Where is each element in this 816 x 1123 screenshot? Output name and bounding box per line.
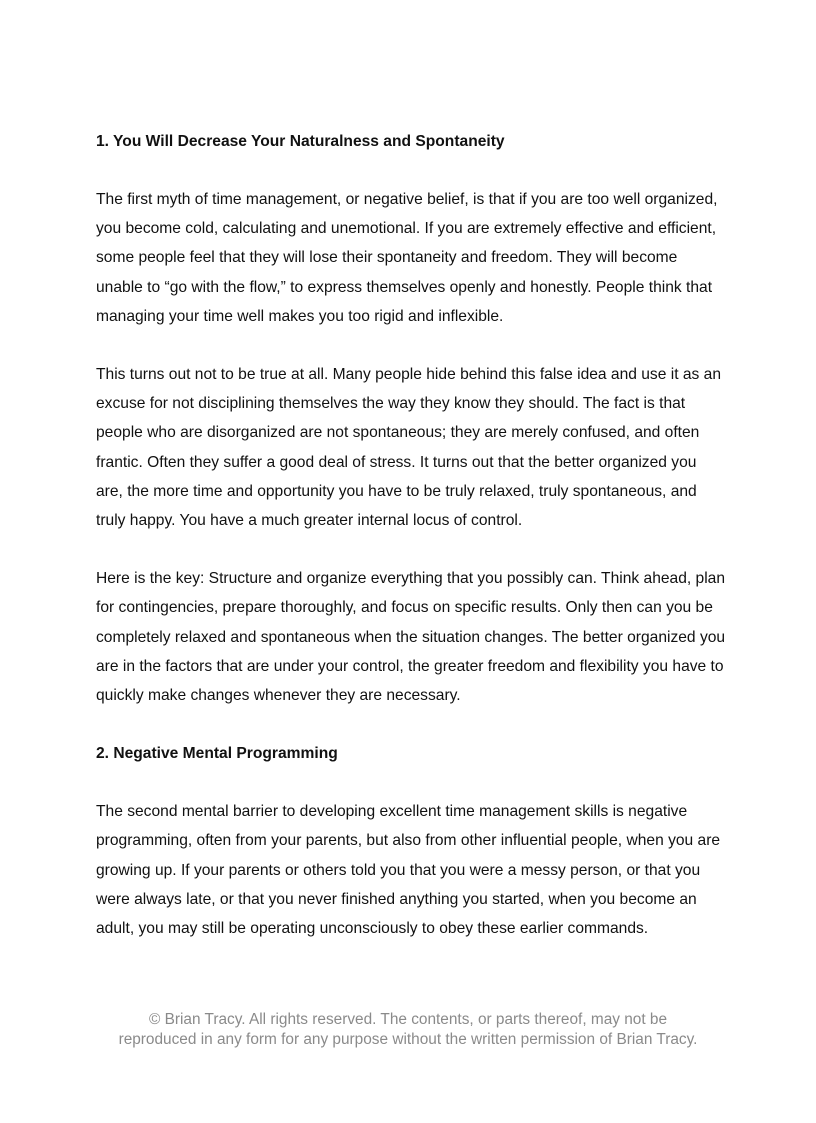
section-1-paragraph-3: Here is the key: Structure and organize everything that you possibly can. Think ahead, plan for contingencies, prepare thoroughly, and focus on specific results. Only then can you be completely relaxed and spontaneous when the situation changes. The better organized you are in the factors that are under your control, the greater freedom and flexibility you have to quickly make changes whenever they are necessary. [96, 570, 726, 705]
footer-line-1: © Brian Tracy. All rights reserved. The contents, or parts thereof, may not be [148, 1011, 668, 1028]
section-heading-2: 2. Negative Mental Programming [96, 745, 338, 763]
section-heading-1: 1. You Will Decrease Your Naturalness and Spontaneity [96, 133, 505, 150]
copyright-footer [60, 1010, 756, 1050]
section-1-paragraph-2: This turns out not to be true at all. Many people hide behind this false idea and use it as an excuse for not disciplining themselves the way they know they should. The fact is that people who are disorganized are not spontaneous; they are merely confused, and often frantic. Often they suffer a good deal of stress. It turns out that the better organized you are, the more time and opportunity you have to be truly relaxed, truly spontaneous, and truly happy. You have a much greater internal locus of control. [96, 366, 722, 530]
section-1-paragraph-1: The first myth of time management, or negative belief, is that if you are too well organized, you become cold, calculating and unemotional. If you are extremely effective and efficient, some people feel that they will lose their spontaneity and freedom. They will become unable to “go with the flow,” to express themselves openly and honestly. People think that managing your time well makes you too rigid and inflexible. [96, 191, 718, 325]
section-2-paragraph-1: The second mental barrier to developing excellent time management skills is negative programming, often from your parents, but also from other influential people, when you are growing up. If your parents or others told you that you were a messy person, or that you were always late, or that you never finished anything you started, when you become an adult, you may still be operating unconsciously to obey these earlier commands. [96, 803, 721, 938]
document-body [96, 127, 726, 943]
footer-line-2: reproduced in any form for any purpose without the written permission of Brian Tracy. [118, 1031, 698, 1048]
